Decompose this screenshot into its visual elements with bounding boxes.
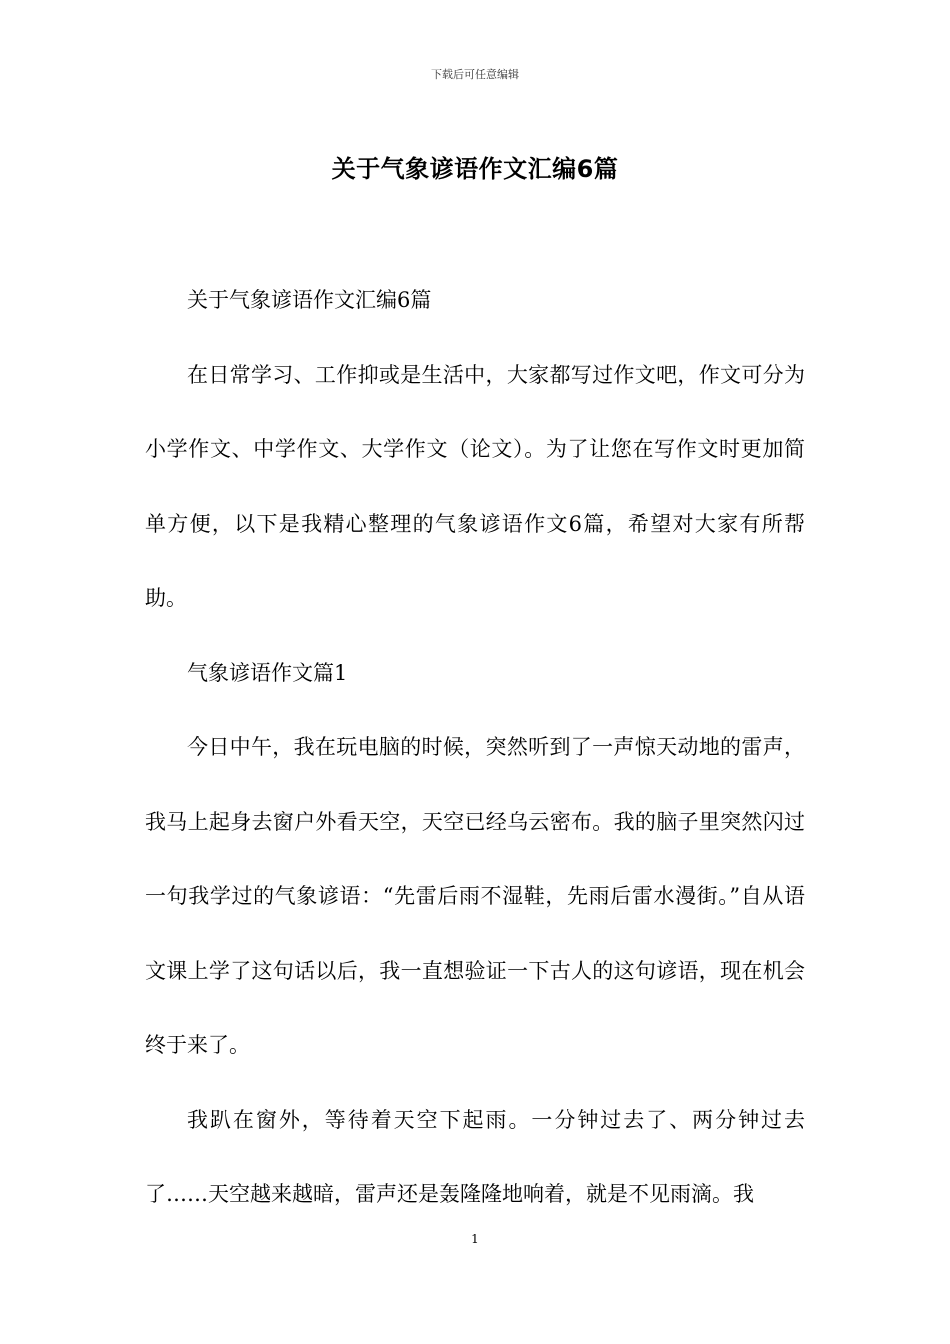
paragraph-body-1: 今日中午，我在玩电脑的时候，突然听到了一声惊天动地的雷声，我马上起身去窗户外看天空，天空已经乌云密布。我的脑子里突然闪过一句我学过的气象谚语：“先雷后雨不湿鞋，先雨后雷水漫街。”自从语文课上学了这句话以后，我一直想验证一下古人的这句谚语，现在机会终于来了。 (145, 735, 805, 1057)
paragraph-body-2: 我趴在窗外，等待着天空下起雨。一分钟过去了、两分钟过去了……天空越来越暗，雷声还是轰隆隆地响着，就是不见雨滴。我 (145, 1107, 805, 1206)
paragraph-section-heading: 气象谚语作文篇1 (187, 660, 348, 685)
paragraph-intro: 在日常学习、工作抑或是生活中，大家都写过作文吧，作文可分为小学作文、中学作文、大学作文（论文）。为了让您在写作文时更加简单方便，以下是我精心整理的气象谚语作文6篇，希望对大家有所帮助。 (145, 362, 805, 610)
header-note: 下载后可任意编辑 (431, 68, 519, 81)
paragraph-subtitle: 关于气象谚语作文汇编6篇 (187, 288, 432, 312)
page-number: 1 (471, 1232, 479, 1246)
document-title: 关于气象谚语作文汇编6篇 (331, 155, 619, 183)
document-body (145, 263, 805, 1232)
